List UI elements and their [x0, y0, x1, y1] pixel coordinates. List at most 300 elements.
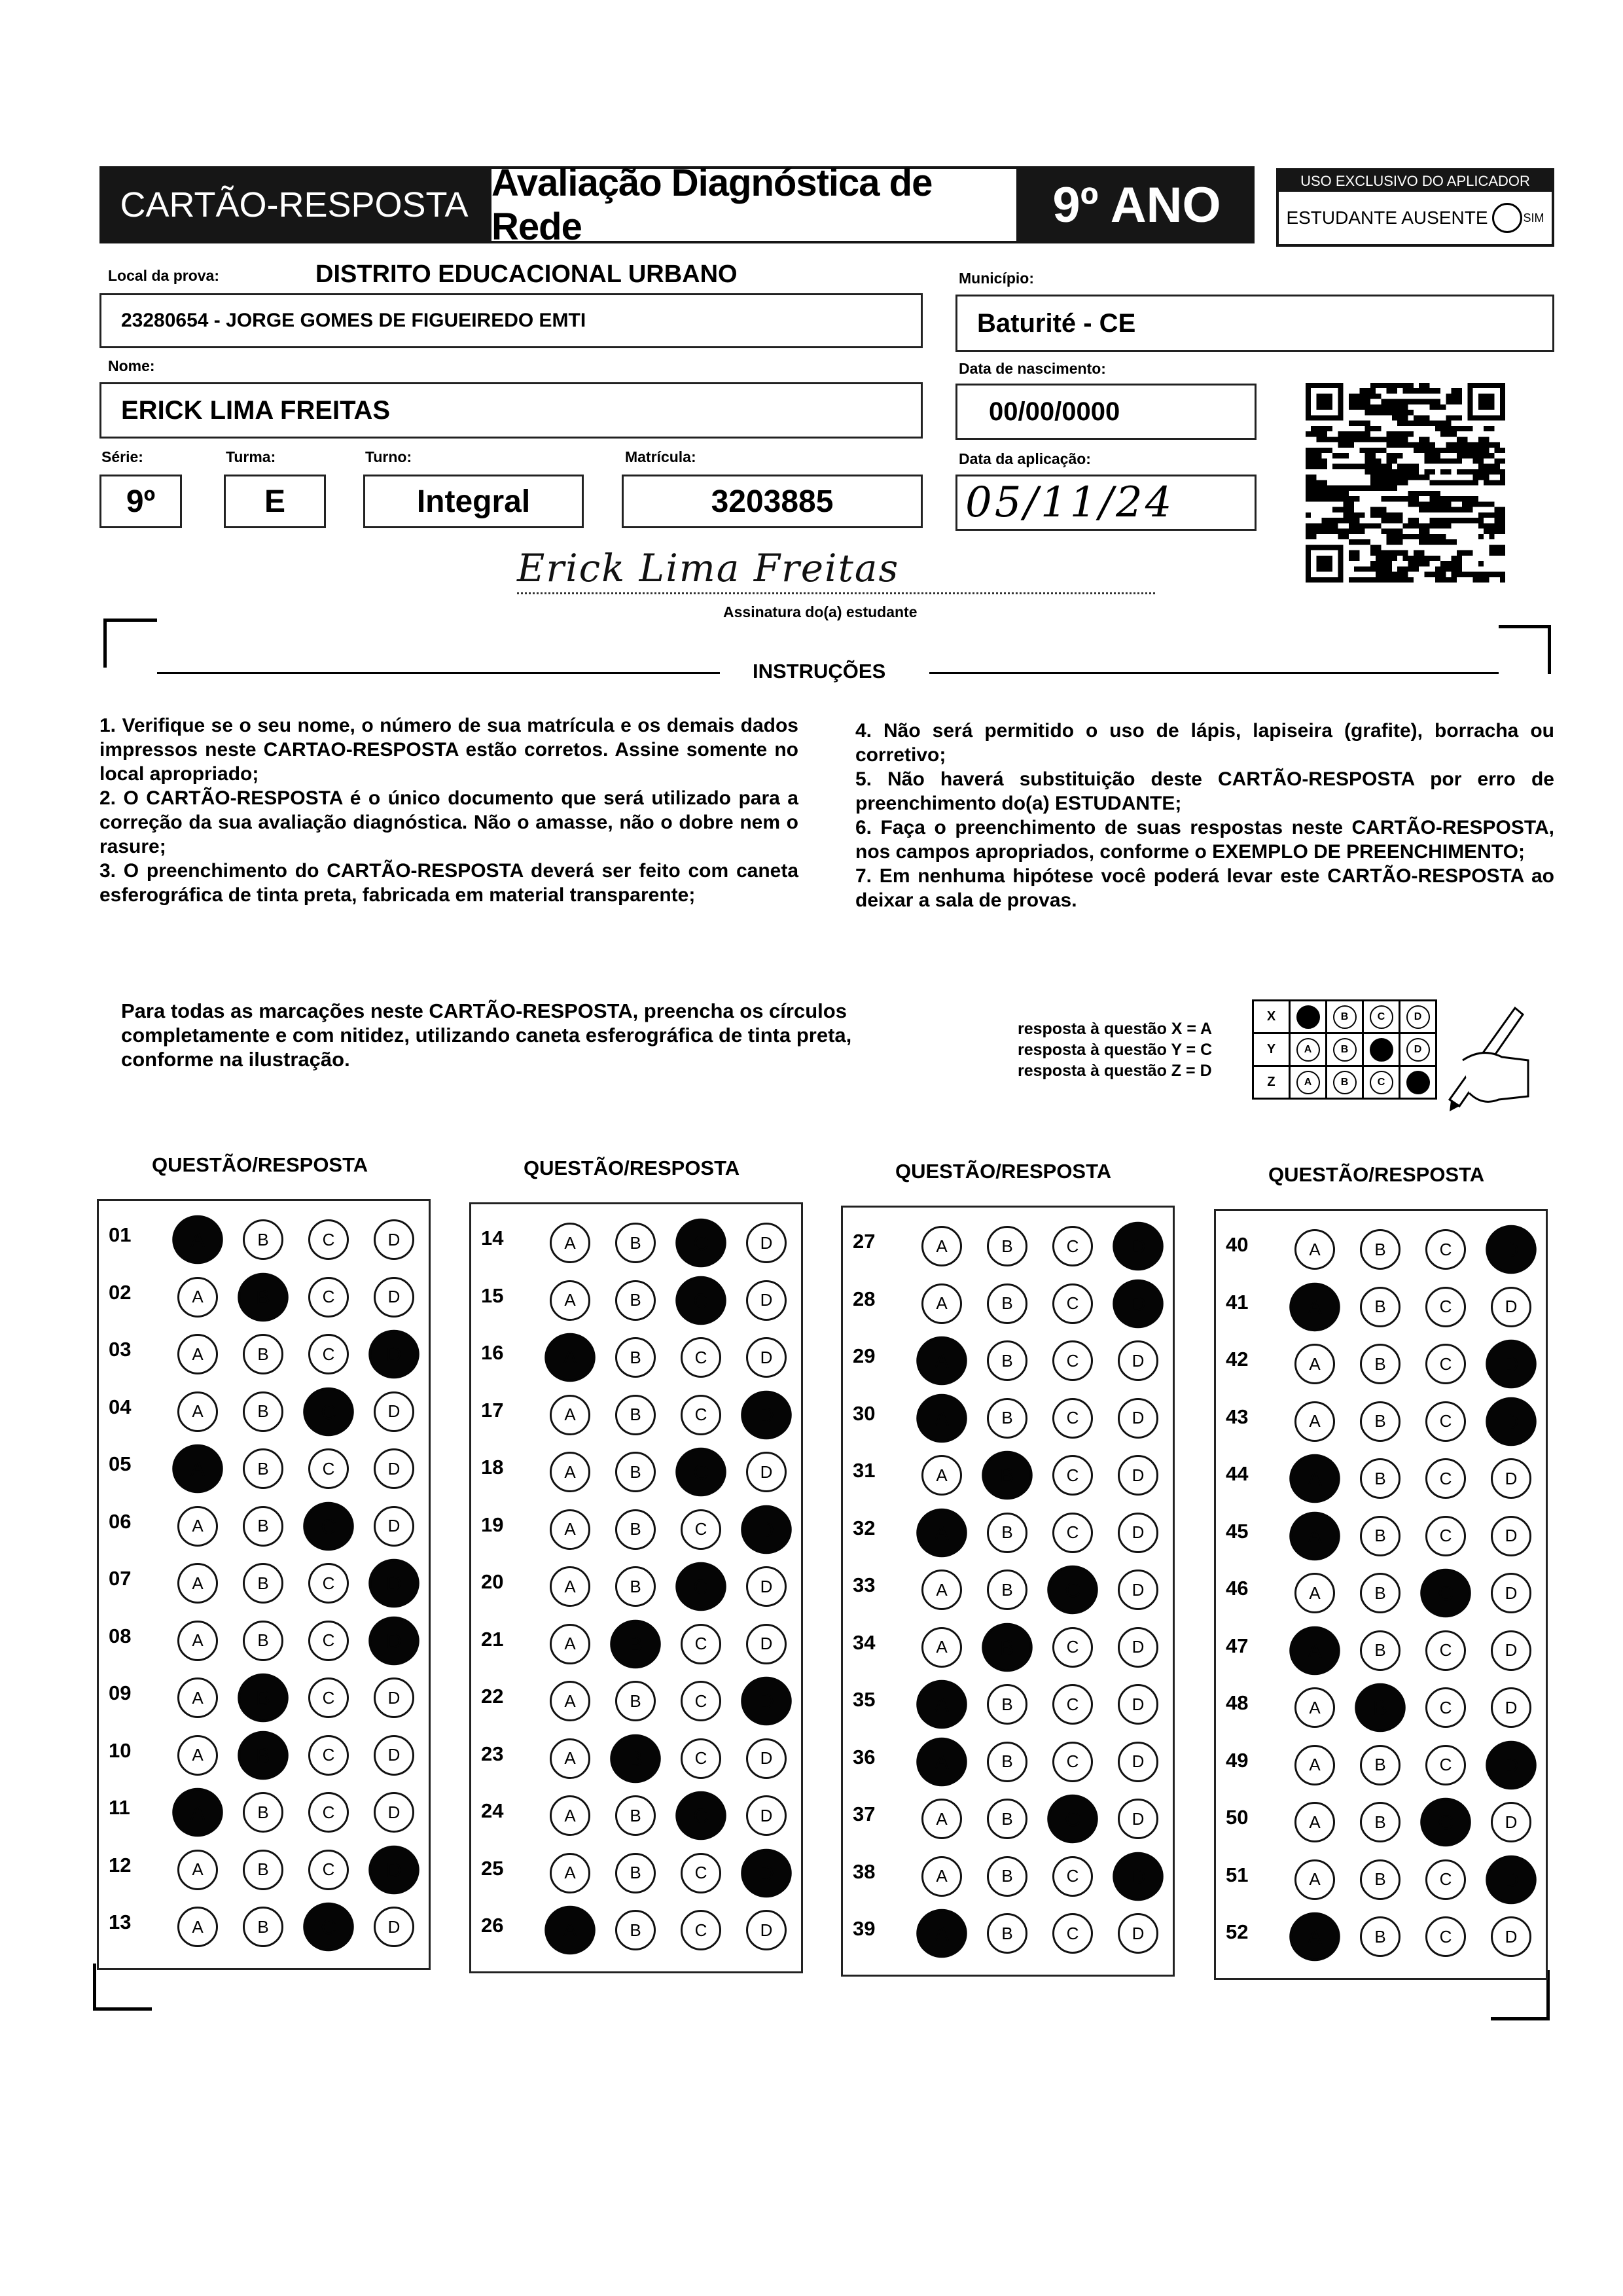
answer-bubble-c[interactable]: C [308, 1219, 349, 1260]
answer-bubble-d[interactable]: D [1118, 1799, 1158, 1839]
turma-field: E [224, 475, 326, 528]
answer-bubble-d[interactable]: D [746, 1452, 787, 1492]
answer-row [99, 1213, 429, 1259]
absent-option: SIM [1523, 211, 1544, 224]
answer-bubble-c[interactable]: C [1052, 1684, 1093, 1725]
answer-bubble-b[interactable]: B [615, 1853, 656, 1893]
question-number: 42 [1226, 1348, 1249, 1371]
answer-bubble-a[interactable]: A [177, 1334, 218, 1374]
answer-bubble-b[interactable]: B [243, 1334, 283, 1374]
answer-bubble-d[interactable]: D [368, 1559, 419, 1607]
question-number: 28 [853, 1287, 876, 1310]
answer-bubble-a[interactable]: A [177, 1563, 218, 1604]
answer-bubble-b[interactable]: B [987, 1856, 1027, 1897]
answer-bubble-b[interactable]: B [982, 1451, 1033, 1499]
answer-bubble-a[interactable]: A [544, 1333, 596, 1382]
answer-bubble-b[interactable]: B [1360, 1745, 1400, 1785]
answer-bubble-c[interactable]: C [1052, 1627, 1093, 1668]
answer-bubble-c[interactable]: C [303, 1903, 354, 1951]
answer-bubble-c[interactable]: C [1425, 1630, 1466, 1671]
answer-bubble-a[interactable]: A [1294, 1745, 1335, 1785]
answer-bubble-a[interactable]: A [177, 1907, 218, 1947]
answer-bubble-b[interactable]: B [1360, 1630, 1400, 1671]
answer-bubble-d[interactable]: D [374, 1506, 414, 1547]
answer-bubble-b[interactable]: B [243, 1850, 283, 1890]
answer-bubble-d[interactable]: D [746, 1566, 787, 1607]
answer-column [841, 1206, 1175, 1977]
absent-label: ESTUDANTE AUSENTE [1286, 207, 1488, 228]
instruction-item: 1. Verifique se o seu nome, o número de sua matrícula e os demais dados impressos neste CARTAO-RESPOSTA estão corretos. Assine somente no local apropriado; [99, 715, 798, 785]
question-number: 44 [1226, 1462, 1249, 1485]
answer-bubble-d[interactable]: D [746, 1337, 787, 1378]
answer-row [99, 1729, 429, 1774]
answer-bubble-b[interactable]: B [243, 1448, 283, 1489]
answer-bubble-b[interactable]: B [243, 1563, 283, 1604]
answer-bubble-d[interactable]: D [746, 1223, 787, 1263]
answer-bubble-b[interactable]: B [610, 1619, 661, 1668]
answer-row [1216, 1681, 1546, 1727]
answer-bubble-c[interactable]: C [308, 1850, 349, 1890]
answer-bubble-c[interactable]: C [308, 1277, 349, 1318]
example-option-cell [1363, 1066, 1400, 1099]
nascimento-field: 00/00/0000 [955, 384, 1257, 440]
question-number: 08 [109, 1624, 132, 1647]
question-number: 39 [853, 1917, 876, 1940]
answer-bubble-d[interactable]: D [374, 1448, 414, 1489]
answer-bubble-b[interactable]: B [615, 1681, 656, 1721]
signature: Erick Lima Freitas [517, 546, 900, 590]
answer-bubble-b[interactable]: B [238, 1674, 289, 1722]
answer-bubble-c[interactable]: C [675, 1448, 726, 1496]
answer-bubble-c[interactable]: C [1425, 1287, 1466, 1327]
answer-row [843, 1448, 1173, 1494]
answer-row [843, 1277, 1173, 1323]
answer-bubble-b[interactable]: B [1360, 1916, 1400, 1957]
answer-bubble-a[interactable]: A [1289, 1626, 1340, 1674]
answer-bubble-b[interactable]: B [982, 1623, 1033, 1671]
question-number: 04 [109, 1395, 132, 1418]
answer-bubble-c[interactable]: C [1052, 1398, 1093, 1439]
answer-row [471, 1445, 801, 1491]
answer-bubble-a[interactable]: A [916, 1336, 967, 1385]
question-number: 26 [481, 1914, 504, 1937]
answer-bubble-a[interactable]: A [550, 1566, 590, 1607]
answer-bubble-a[interactable]: A [916, 1393, 967, 1442]
answer-row [99, 1327, 429, 1373]
answer-bubble-a[interactable]: A [1289, 1912, 1340, 1961]
answer-bubble-a[interactable]: A [921, 1856, 962, 1897]
answer-bubble-c[interactable]: C [1425, 1458, 1466, 1499]
answer-bubble-d[interactable]: D [1486, 1225, 1537, 1274]
answer-bubble-a[interactable]: A [177, 1277, 218, 1318]
answer-bubble-a[interactable]: A [550, 1795, 590, 1836]
answer-bubble-a[interactable]: A [177, 1677, 218, 1718]
turno-label: Turno: [365, 448, 412, 465]
answer-bubble-b[interactable]: B [243, 1391, 283, 1432]
answer-bubble-b[interactable]: B [615, 1795, 656, 1836]
answer-bubble-c[interactable]: C [1052, 1226, 1093, 1266]
answer-bubble-d[interactable]: D [374, 1219, 414, 1260]
example-bubble: C [1370, 1005, 1393, 1029]
answer-bubble-b[interactable]: B [1360, 1229, 1400, 1270]
answer-bubble-b[interactable]: B [987, 1742, 1027, 1782]
answer-row [99, 1614, 429, 1660]
example-row [1253, 1001, 1436, 1033]
answer-bubble-a[interactable]: A [177, 1391, 218, 1432]
answer-bubble-a[interactable]: A [921, 1455, 962, 1496]
question-number: 11 [109, 1796, 130, 1819]
example-line: resposta à questão Y = C [1018, 1041, 1213, 1059]
answer-bubble-b[interactable]: B [615, 1452, 656, 1492]
answer-bubble-c[interactable]: C [1420, 1569, 1471, 1617]
answer-bubble-d[interactable]: D [741, 1677, 792, 1725]
answer-bubble-d[interactable]: D [1118, 1742, 1158, 1782]
answer-bubble-c[interactable]: C [1425, 1859, 1466, 1900]
answer-bubble-b[interactable]: B [1360, 1344, 1400, 1384]
answer-bubble-d[interactable]: D [741, 1848, 792, 1897]
answer-bubble-c[interactable]: C [681, 1853, 721, 1893]
answer-bubble-a[interactable]: A [550, 1738, 590, 1779]
signature-label: Assinatura do(a) estudante [723, 603, 918, 620]
answer-bubble-b[interactable]: B [615, 1395, 656, 1435]
answer-bubble-c[interactable]: C [681, 1509, 721, 1550]
answer-bubble-a[interactable]: A [544, 1906, 596, 1954]
answer-bubble-a[interactable]: A [916, 1737, 967, 1785]
question-number: 06 [109, 1509, 132, 1533]
answer-bubble-a[interactable]: A [177, 1850, 218, 1890]
question-number: 24 [481, 1799, 504, 1822]
answer-bubble-d[interactable]: D [746, 1795, 787, 1836]
answer-bubble-a[interactable]: A [1289, 1511, 1340, 1560]
answer-row [471, 1732, 801, 1778]
corner-mark [93, 1964, 152, 2011]
answer-bubble-b[interactable]: B [243, 1219, 283, 1260]
question-number: 07 [109, 1567, 132, 1590]
example-bubble: B [1333, 1005, 1357, 1029]
answer-bubble-d[interactable]: D [1486, 1397, 1537, 1445]
answer-bubble-d[interactable]: D [374, 1677, 414, 1718]
question-number: 38 [853, 1859, 876, 1883]
instructions-left [99, 713, 798, 907]
answer-bubble-d[interactable]: D [746, 1624, 787, 1664]
fill-note: Para todas as marcações neste CARTÃO-RESPOSTA, preencha os círculos completamente e com nitidez, utilizando caneta esferográfica de tinta preta, conforme na ilustração. [121, 999, 852, 1071]
answer-row [1216, 1853, 1546, 1899]
answer-bubble-d[interactable]: D [1486, 1855, 1537, 1903]
answer-bubble-d[interactable]: D [374, 1391, 414, 1432]
answer-bubble-d[interactable]: D [1118, 1455, 1158, 1496]
question-number: 12 [109, 1853, 132, 1876]
answer-column [97, 1199, 431, 1970]
answer-bubble-d[interactable]: D [1118, 1913, 1158, 1954]
answer-bubble-b[interactable]: B [1360, 1859, 1400, 1900]
answer-bubble-b[interactable]: B [987, 1340, 1027, 1381]
qr-code [1306, 383, 1505, 583]
column-title: QUESTÃO/RESPOSTA [1268, 1163, 1485, 1186]
answer-bubble-c[interactable]: C [1425, 1516, 1466, 1556]
answer-row [99, 1785, 429, 1831]
answer-bubble-c[interactable]: C [675, 1562, 726, 1611]
answer-bubble-b[interactable]: B [615, 1509, 656, 1550]
answer-bubble-c[interactable]: C [308, 1334, 349, 1374]
answer-bubble-d[interactable]: D [1113, 1222, 1164, 1270]
answer-bubble-b[interactable]: B [987, 1398, 1027, 1439]
card-title: CARTÃO-RESPOSTA [99, 166, 489, 243]
answer-bubble-b[interactable]: B [987, 1226, 1027, 1266]
instructions-right [855, 719, 1554, 912]
example-option-cell [1327, 1066, 1363, 1099]
answer-bubble-d[interactable]: D [1491, 1458, 1531, 1499]
answer-bubble-c[interactable]: C [1052, 1856, 1093, 1897]
answer-bubble-b[interactable]: B [238, 1272, 289, 1321]
example-question: Y [1253, 1033, 1290, 1066]
question-number: 47 [1226, 1634, 1249, 1657]
grade-title: 9º ANO [1019, 166, 1255, 243]
answer-bubble-d[interactable]: D [741, 1390, 792, 1439]
answer-bubble-d[interactable]: D [1491, 1287, 1531, 1327]
answer-row [843, 1219, 1173, 1265]
answer-bubble-a[interactable]: A [921, 1799, 962, 1839]
answer-bubble-a[interactable]: A [921, 1226, 962, 1266]
answer-bubble-d[interactable]: D [1486, 1740, 1537, 1789]
answer-bubble-c[interactable]: C [1052, 1742, 1093, 1782]
answer-bubble-b[interactable]: B [1360, 1573, 1400, 1613]
question-number: 18 [481, 1456, 504, 1479]
answer-bubble-c[interactable]: C [681, 1910, 721, 1950]
answer-bubble-b[interactable]: B [1360, 1516, 1400, 1556]
answer-bubble-c[interactable]: C [681, 1337, 721, 1378]
instruction-item: 4. Não será permitido o uso de lápis, lapiseira (grafite), borracha ou corretivo; [855, 720, 1554, 766]
answer-bubble-b[interactable]: B [987, 1799, 1027, 1839]
answer-bubble-c[interactable]: C [1052, 1913, 1093, 1954]
answer-bubble-c[interactable]: C [1052, 1283, 1093, 1324]
answer-bubble-c[interactable]: C [303, 1501, 354, 1550]
answer-row [1216, 1566, 1546, 1612]
answer-bubble-b[interactable]: B [987, 1684, 1027, 1725]
answer-bubble-b[interactable]: B [1360, 1287, 1400, 1327]
answer-bubble-b[interactable]: B [615, 1910, 656, 1950]
question-number: 10 [109, 1738, 132, 1762]
answer-row [1216, 1337, 1546, 1383]
answer-bubble-d[interactable]: D [1491, 1687, 1531, 1728]
answer-bubble-a[interactable]: A [916, 1909, 967, 1958]
answer-bubble-d[interactable]: D [368, 1616, 419, 1664]
answer-bubble-a[interactable]: A [916, 1508, 967, 1556]
answer-bubble-b[interactable]: B [615, 1566, 656, 1607]
question-number: 40 [1226, 1233, 1249, 1256]
answer-bubble-c[interactable]: C [1425, 1229, 1466, 1270]
answer-bubble-b[interactable]: B [987, 1283, 1027, 1324]
pen-hand-illustration [1436, 982, 1535, 1113]
local-field: 23280654 - JORGE GOMES DE FIGUEIREDO EMTI [99, 293, 923, 348]
answer-bubble-d[interactable]: D [1486, 1340, 1537, 1388]
absent-checkbox[interactable] [1492, 203, 1522, 233]
answer-bubble-b[interactable]: B [987, 1513, 1027, 1553]
answer-bubble-d[interactable]: D [374, 1907, 414, 1947]
example-bubble: B [1333, 1071, 1357, 1094]
question-number: 50 [1226, 1806, 1249, 1829]
answer-bubble-d[interactable]: D [1118, 1684, 1158, 1725]
answer-bubble-a[interactable]: A [177, 1735, 218, 1776]
answer-bubble-d[interactable]: D [1113, 1279, 1164, 1327]
answer-bubble-d[interactable]: D [1118, 1398, 1158, 1439]
question-number: 17 [481, 1398, 504, 1422]
answer-bubble-b[interactable]: B [1360, 1802, 1400, 1842]
answer-bubble-d[interactable]: D [1491, 1630, 1531, 1671]
example-question: Z [1253, 1066, 1290, 1099]
answer-bubble-d[interactable]: D [1491, 1516, 1531, 1556]
answer-bubble-d[interactable]: D [368, 1845, 419, 1893]
answer-bubble-b[interactable]: B [243, 1506, 283, 1547]
answer-bubble-d[interactable]: D [1118, 1627, 1158, 1668]
answer-bubble-c[interactable]: C [308, 1677, 349, 1718]
answer-bubble-d[interactable]: D [374, 1792, 414, 1833]
answer-bubble-a[interactable]: A [172, 1444, 223, 1493]
instruction-item: 3. O preenchimento do CARTÃO-RESPOSTA deverá ser feito com caneta esferográfica de tinta preta, fabricada em material transparente; [99, 860, 798, 906]
answer-bubble-c[interactable]: C [1425, 1687, 1466, 1728]
answer-bubble-c[interactable]: C [675, 1791, 726, 1840]
answer-bubble-a[interactable]: A [177, 1506, 218, 1547]
answer-bubble-c[interactable]: C [1047, 1566, 1098, 1614]
answer-row [99, 1556, 429, 1602]
answer-bubble-c[interactable]: C [1052, 1455, 1093, 1496]
answer-bubble-c[interactable]: C [308, 1448, 349, 1489]
answer-bubble-c[interactable]: C [303, 1387, 354, 1435]
turno-field: Integral [363, 475, 584, 528]
answer-bubble-c[interactable]: C [1052, 1340, 1093, 1381]
question-number: 14 [481, 1227, 504, 1249]
answer-bubble-a[interactable]: A [550, 1681, 590, 1721]
answer-bubble-b[interactable]: B [1360, 1458, 1400, 1499]
answer-bubble-a[interactable]: A [916, 1680, 967, 1729]
answer-row [843, 1563, 1173, 1609]
answer-bubble-b[interactable]: B [987, 1913, 1027, 1954]
answer-bubble-a[interactable]: A [1294, 1229, 1335, 1270]
answer-row [471, 1674, 801, 1720]
answer-bubble-a[interactable]: A [1294, 1344, 1335, 1384]
answer-bubble-b[interactable]: B [1360, 1401, 1400, 1442]
answer-bubble-c[interactable]: C [681, 1395, 721, 1435]
answer-bubble-a[interactable]: A [550, 1452, 590, 1492]
answer-bubble-d[interactable]: D [1118, 1570, 1158, 1610]
answer-row [843, 1621, 1173, 1666]
answer-bubble-c[interactable]: C [1425, 1916, 1466, 1957]
answer-bubble-d[interactable]: D [374, 1277, 414, 1318]
answer-bubble-c[interactable]: C [1425, 1401, 1466, 1442]
answer-bubble-a[interactable]: A [1294, 1687, 1335, 1728]
answer-bubble-b[interactable]: B [243, 1621, 283, 1661]
answer-bubble-c[interactable]: C [1052, 1513, 1093, 1553]
question-number: 19 [481, 1513, 504, 1536]
answer-bubble-b[interactable]: B [615, 1223, 656, 1263]
question-number: 16 [481, 1341, 504, 1364]
answer-bubble-c[interactable]: C [308, 1792, 349, 1833]
answer-bubble-c[interactable]: C [308, 1621, 349, 1661]
answer-bubble-c[interactable]: C [681, 1681, 721, 1721]
answer-bubble-c[interactable]: C [1425, 1745, 1466, 1785]
answer-bubble-c[interactable]: C [675, 1276, 726, 1324]
answer-bubble-a[interactable]: A [1294, 1802, 1335, 1842]
answer-bubble-a[interactable]: A [550, 1223, 590, 1263]
answer-bubble-a[interactable]: A [550, 1509, 590, 1550]
example-option-cell [1400, 1033, 1436, 1066]
answer-bubble-d[interactable]: D [1491, 1802, 1531, 1842]
answer-bubble-b[interactable]: B [1355, 1683, 1406, 1732]
question-number: 48 [1226, 1691, 1249, 1714]
answer-bubble-b[interactable]: B [610, 1734, 661, 1782]
answer-bubble-a[interactable]: A [550, 1624, 590, 1664]
question-number: 34 [853, 1630, 876, 1654]
answer-row [471, 1560, 801, 1605]
answer-bubble-b[interactable]: B [238, 1731, 289, 1779]
answer-bubble-d[interactable]: D [1118, 1340, 1158, 1381]
answer-bubble-c[interactable]: C [308, 1735, 349, 1776]
example-option-cell [1400, 1066, 1436, 1099]
applicator-label: USO EXCLUSIVO DO APLICADOR [1279, 171, 1552, 192]
answer-bubble-a[interactable]: A [1294, 1573, 1335, 1613]
answer-bubble-a[interactable]: A [550, 1280, 590, 1321]
answer-bubble-a[interactable]: A [550, 1853, 590, 1893]
question-number: 25 [481, 1856, 504, 1880]
local-label: Local da prova: [108, 267, 219, 284]
question-number: 20 [481, 1570, 504, 1593]
answer-bubble-b[interactable]: B [243, 1792, 283, 1833]
example-bubble: B [1333, 1038, 1357, 1062]
example-bubble: A [1296, 1038, 1320, 1062]
answer-bubble-c[interactable]: C [1420, 1798, 1471, 1846]
answer-bubble-c[interactable]: C [1425, 1344, 1466, 1384]
question-number: 49 [1226, 1748, 1249, 1772]
answer-bubble-b[interactable]: B [615, 1280, 656, 1321]
answer-bubble-a[interactable]: A [1294, 1401, 1335, 1442]
answer-bubble-a[interactable]: A [1294, 1859, 1335, 1900]
answer-bubble-a[interactable]: A [1289, 1454, 1340, 1503]
answer-row [99, 1270, 429, 1316]
example-bubble: D [1406, 1038, 1430, 1062]
answer-bubble-c[interactable]: C [681, 1738, 721, 1779]
answer-bubble-d[interactable]: D [1491, 1916, 1531, 1957]
answer-bubble-c[interactable]: C [1047, 1795, 1098, 1843]
column-title: QUESTÃO/RESPOSTA [524, 1157, 740, 1179]
answer-bubble-a[interactable]: A [921, 1283, 962, 1324]
answer-bubble-d[interactable]: D [1113, 1852, 1164, 1900]
answer-bubble-d[interactable]: D [368, 1330, 419, 1378]
answer-bubble-b[interactable]: B [987, 1570, 1027, 1610]
answer-bubble-d[interactable]: D [1118, 1513, 1158, 1553]
answer-bubble-d[interactable]: D [746, 1910, 787, 1950]
answer-bubble-a[interactable]: A [550, 1395, 590, 1435]
example-table [1252, 999, 1437, 1100]
answer-bubble-a[interactable]: A [172, 1788, 223, 1837]
answer-bubble-b[interactable]: B [615, 1337, 656, 1378]
answer-bubble-a[interactable]: A [1289, 1282, 1340, 1331]
answer-bubble-a[interactable]: A [172, 1215, 223, 1264]
answer-bubble-b[interactable]: B [243, 1907, 283, 1947]
answer-bubble-d[interactable]: D [746, 1280, 787, 1321]
aplicacao-label: Data da aplicação: [959, 450, 1091, 467]
answer-bubble-d[interactable]: D [1491, 1573, 1531, 1613]
answer-bubble-d[interactable]: D [374, 1735, 414, 1776]
answer-bubble-d[interactable]: D [746, 1738, 787, 1779]
answer-bubble-a[interactable]: A [921, 1627, 962, 1668]
answer-bubble-a[interactable]: A [921, 1570, 962, 1610]
answer-bubble-c[interactable]: C [681, 1624, 721, 1664]
answer-bubble-c[interactable]: C [308, 1563, 349, 1604]
answer-bubble-a[interactable]: A [177, 1621, 218, 1661]
answer-row [471, 1617, 801, 1663]
answer-bubble-d[interactable]: D [741, 1505, 792, 1553]
answer-bubble-c[interactable]: C [675, 1219, 726, 1267]
example-row [1253, 1033, 1436, 1066]
